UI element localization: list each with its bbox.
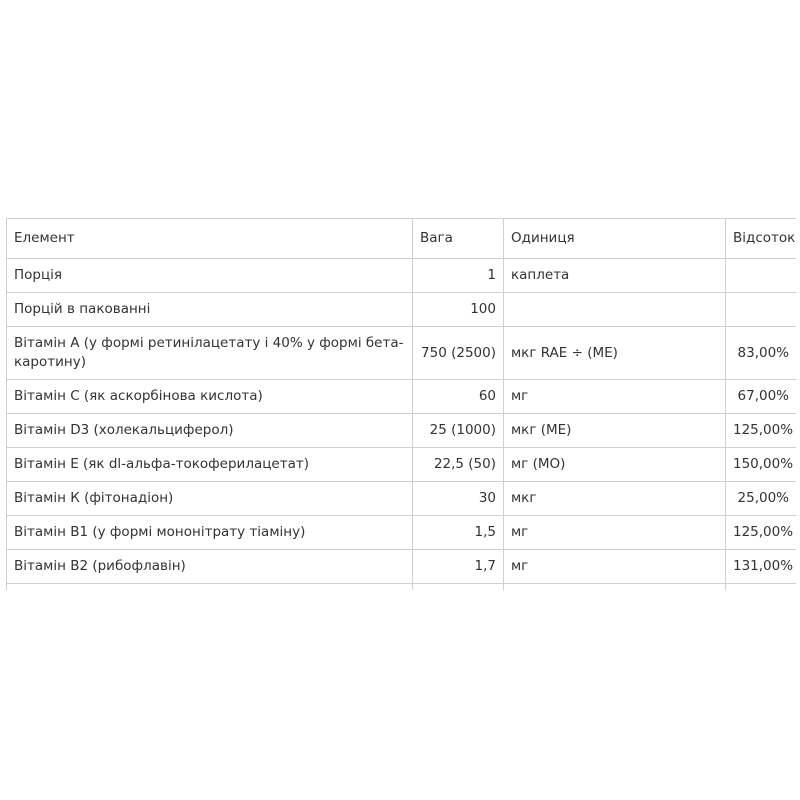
cell-unit: мг <box>504 516 726 550</box>
table-row <box>7 516 797 550</box>
cell-unit-cutoff <box>504 584 726 591</box>
header-weight: Вага <box>413 219 504 259</box>
cell-unit: мг (МО) <box>504 448 726 482</box>
table-header-row <box>7 219 797 259</box>
cell-unit: мкг RAE ÷ (МЕ) <box>504 327 726 380</box>
cell-percent: 150,00% <box>726 448 797 482</box>
cell-unit: мкг (МЕ) <box>504 414 726 448</box>
cell-element-cutoff <box>7 584 413 591</box>
table-row <box>7 482 797 516</box>
cell-weight-cutoff <box>413 584 504 591</box>
cell-weight: 1,7 <box>413 550 504 584</box>
cell-percent <box>726 293 797 327</box>
table-row <box>7 550 797 584</box>
cell-weight: 22,5 (50) <box>413 448 504 482</box>
cell-percent <box>726 259 797 293</box>
cell-weight: 750 (2500) <box>413 327 504 380</box>
cell-weight: 30 <box>413 482 504 516</box>
cell-unit <box>504 293 726 327</box>
cell-weight: 100 <box>413 293 504 327</box>
cell-unit: каплета <box>504 259 726 293</box>
table-row <box>7 259 797 293</box>
cell-element: Порцій в пакованні <box>7 293 413 327</box>
supplement-facts-table-container <box>6 218 796 590</box>
cell-percent: 25,00% <box>726 482 797 516</box>
cell-element: Вітамін С (як аскорбінова кислота) <box>7 380 413 414</box>
cell-percent: 83,00% <box>726 327 797 380</box>
cell-element: Вітамін В1 (у формі мононітрату тіаміну) <box>7 516 413 550</box>
cell-element: Вітамін К (фітонадіон) <box>7 482 413 516</box>
cell-unit: мг <box>504 550 726 584</box>
table-row <box>7 293 797 327</box>
cell-weight: 1 <box>413 259 504 293</box>
cell-unit: мг <box>504 380 726 414</box>
header-element: Елемент <box>7 219 413 259</box>
cell-percent: 125,00% <box>726 516 797 550</box>
cell-percent: 125,00% <box>726 414 797 448</box>
table-row <box>7 380 797 414</box>
table-row <box>7 327 797 380</box>
cell-weight: 60 <box>413 380 504 414</box>
cell-element: Вітамін Е (як dl-альфа-токоферилацетат) <box>7 448 413 482</box>
cell-element: Порція <box>7 259 413 293</box>
cell-element: Вітамін А (у формі ретинілацетату і 40% у формі бета-каротину) <box>7 327 413 380</box>
table-row-cutoff <box>7 584 797 591</box>
cell-percent: 67,00% <box>726 380 797 414</box>
cell-weight: 1,5 <box>413 516 504 550</box>
header-unit: Одиниця <box>504 219 726 259</box>
cell-weight: 25 (1000) <box>413 414 504 448</box>
supplement-facts-table <box>6 218 796 590</box>
table-row <box>7 448 797 482</box>
cell-unit: мкг <box>504 482 726 516</box>
cell-percent-cutoff <box>726 584 797 591</box>
table-row <box>7 414 797 448</box>
header-percent: Відсоток <box>726 219 797 259</box>
cell-element: Вітамін В2 (рибофлавін) <box>7 550 413 584</box>
cell-element: Вітамін D3 (холекальциферол) <box>7 414 413 448</box>
cell-percent: 131,00% <box>726 550 797 584</box>
